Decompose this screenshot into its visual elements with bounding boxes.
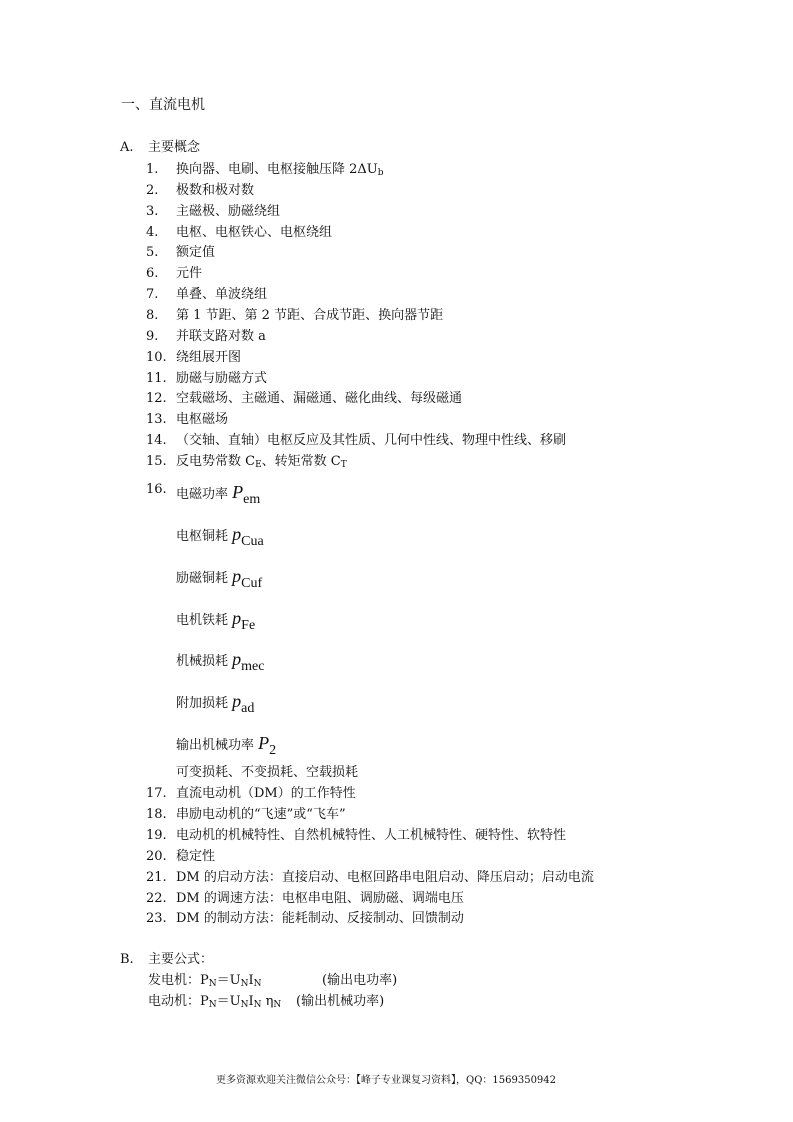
- symbol-subscript: mec: [241, 659, 265, 674]
- symbol-letter: p: [232, 566, 242, 586]
- power-term-row: [176, 650, 264, 674]
- power-term-symbol: [232, 608, 256, 633]
- list-item-label: 电枢、电枢铁心、电枢绕组: [176, 225, 333, 240]
- symbol-subscript: Fe: [241, 618, 256, 633]
- formula-part: I: [248, 994, 254, 1009]
- power-term-label: 输出机械功率: [176, 738, 255, 753]
- list-item-text: DM 的启动方法：直接启动、电枢回路串电阻启动、降压启动；启动电流: [176, 870, 594, 885]
- list-item-subscript: T: [340, 460, 347, 470]
- list-item-label: （交轴、直轴）电枢反应及其性质、几何中性线、物理中性线、移刷: [176, 433, 567, 448]
- formula-subscript: N: [208, 979, 217, 989]
- list-item-label: 、转矩常数 C: [261, 454, 341, 469]
- formula-subscript: N: [208, 1000, 217, 1010]
- list-item-label: 单叠、单波绕组: [176, 287, 268, 302]
- list-item-number: 23.: [146, 911, 167, 926]
- list-item-number: 13.: [146, 412, 167, 427]
- generator-note: (输出电功率): [322, 973, 398, 988]
- list-item-label: 极数和极对数: [176, 183, 255, 198]
- list-item-text: [176, 267, 202, 280]
- list-item-subscript: b: [377, 168, 384, 178]
- list-item-number: 6.: [146, 266, 159, 281]
- power-term-row: [176, 567, 262, 591]
- part-a-marker: A.: [120, 140, 134, 155]
- symbol-letter: p: [232, 524, 242, 544]
- list-item-number: 22.: [146, 891, 167, 906]
- power-term-label: 励磁铜耗: [176, 571, 229, 586]
- list-item-number: 15.: [146, 454, 167, 469]
- power-term-label: 电机铁耗: [176, 613, 229, 628]
- list-item-text: [176, 246, 215, 259]
- formula-part: I: [248, 973, 254, 988]
- list-item-text: [176, 288, 267, 301]
- power-term-row: [176, 483, 260, 507]
- motor-label: 电动机：P: [148, 994, 209, 1009]
- list-item-label: 空载磁场、主磁通、漏磁通、磁化曲线、每级磁通: [176, 391, 463, 406]
- symbol-letter: P: [258, 733, 270, 753]
- list-item-text: [176, 434, 566, 447]
- symbol-subscript: Cuf: [241, 576, 263, 591]
- symbol-subscript: ad: [241, 701, 255, 716]
- formula-subscript: N: [253, 1000, 262, 1010]
- power-term-symbol: [232, 566, 263, 591]
- symbol-letter: p: [232, 691, 242, 711]
- list-item-number: 14.: [146, 433, 167, 448]
- list-item-text: [176, 309, 443, 322]
- symbol-letter: p: [232, 649, 242, 669]
- list-item-text: DM 的制动方法：能耗制动、反接制动、回馈制动: [176, 911, 464, 926]
- formula-subscript: N: [253, 979, 262, 989]
- list-item-number: 10.: [146, 350, 167, 365]
- list-item-number: 12.: [146, 391, 167, 406]
- power-term-label: 电磁功率: [176, 487, 229, 502]
- power-term-label: 附加损耗: [176, 696, 229, 711]
- list-item-number: 5.: [146, 245, 159, 260]
- generator-formula: [148, 974, 261, 989]
- motor-formula: [148, 995, 281, 1010]
- list-item-number: 20.: [146, 849, 167, 864]
- power-term-row: [176, 525, 264, 549]
- list-item-number: 8.: [146, 308, 159, 323]
- power-term-row: [176, 734, 276, 758]
- list-item-text: 稳定性: [176, 849, 216, 864]
- list-item-text: 电动机的机械特性、自然机械特性、人工机械特性、硬特性、软特性: [176, 828, 567, 843]
- list-item-label: 绕组展开图: [176, 350, 242, 365]
- generator-label: 发电机：P: [148, 973, 209, 988]
- formula-subscript: N: [240, 979, 249, 989]
- list-item-number: 1.: [146, 162, 159, 177]
- symbol-subscript: 2: [269, 743, 277, 758]
- list-item-text: [176, 372, 267, 385]
- list-item-text: DM 的调速方法：电枢串电阻、调励磁、调端电压: [176, 891, 464, 906]
- list-item-number: 7.: [146, 287, 159, 302]
- list-item-label: 元件: [176, 266, 203, 281]
- list-item-label: 第 1 节距、第 2 节距、合成节距、换向器节距: [176, 308, 444, 323]
- formula-subscript: N: [273, 1000, 282, 1010]
- list-item-text: [176, 351, 241, 364]
- list-item-label: 反电势常数 C: [176, 454, 256, 469]
- list-item-text: 串励电动机的“飞速”或“飞车”: [176, 807, 346, 822]
- symbol-subscript: em: [243, 492, 261, 507]
- list-item-subscript: E: [255, 460, 262, 470]
- list-item-number: 17.: [146, 786, 167, 801]
- list-item-label: 并联支路对数 a: [176, 329, 266, 344]
- list-item-number: 19.: [146, 828, 167, 843]
- list-item-label: 额定值: [176, 245, 216, 260]
- section-title: 一、直流电机: [121, 97, 205, 113]
- power-term-symbol: [232, 524, 264, 549]
- part-a-title: 主要概念: [148, 140, 201, 155]
- part-b-marker: B.: [120, 952, 134, 967]
- formula-part: ＝U: [216, 973, 241, 988]
- list-item-number: 3.: [146, 204, 159, 219]
- list-item-text: [176, 205, 280, 218]
- formula-part: ＝U: [216, 994, 241, 1009]
- list-item-text: [176, 413, 228, 426]
- list-item-text: [176, 226, 332, 239]
- power-term-row: [176, 609, 255, 633]
- list-item-text: [176, 455, 347, 470]
- list-item-number: 9.: [146, 329, 159, 344]
- list-item-label: 励磁与励磁方式: [176, 371, 268, 386]
- list-item-number: 18.: [146, 807, 167, 822]
- motor-note: (输出机械功率): [296, 994, 385, 1009]
- list-item-text: [176, 392, 462, 405]
- part-b-title: 主要公式：: [148, 952, 214, 967]
- list-item-label: 主磁极、励磁绕组: [176, 204, 281, 219]
- list-item-number: 11.: [146, 371, 167, 386]
- power-term-symbol: [232, 691, 255, 716]
- symbol-subscript: Cua: [241, 534, 264, 549]
- power-term-row: [176, 692, 254, 716]
- power-term-symbol: [258, 733, 277, 758]
- symbol-letter: P: [232, 482, 244, 502]
- loss-types: 可变损耗、不变损耗、空载损耗: [176, 765, 359, 780]
- list-item-number: 21.: [146, 870, 167, 885]
- list-item-text: [176, 184, 254, 197]
- formula-part: η: [261, 994, 274, 1009]
- power-term-symbol: [232, 482, 261, 507]
- power-term-label: 电枢铜耗: [176, 529, 229, 544]
- list-item-text: 直流电动机（DM）的工作特性: [176, 786, 356, 801]
- footer-note: 更多资源欢迎关注微信公众号：【峰子专业课复习资料】，QQ：1569350942: [216, 1075, 557, 1086]
- symbol-letter: p: [232, 608, 242, 628]
- list-item-label: 换向器、电刷、电枢接触压降 2ΔU: [176, 162, 378, 177]
- power-term-label: 机械损耗: [176, 654, 229, 669]
- power-term-symbol: [232, 649, 265, 674]
- list-item-text: [176, 163, 384, 178]
- list-item-number: 4.: [146, 225, 159, 240]
- list-item-text: [176, 330, 266, 343]
- list-item-label: 电枢磁场: [176, 412, 229, 427]
- list-item-number: 2.: [146, 183, 159, 198]
- list-item-number: 16.: [146, 482, 167, 497]
- formula-subscript: N: [240, 1000, 249, 1010]
